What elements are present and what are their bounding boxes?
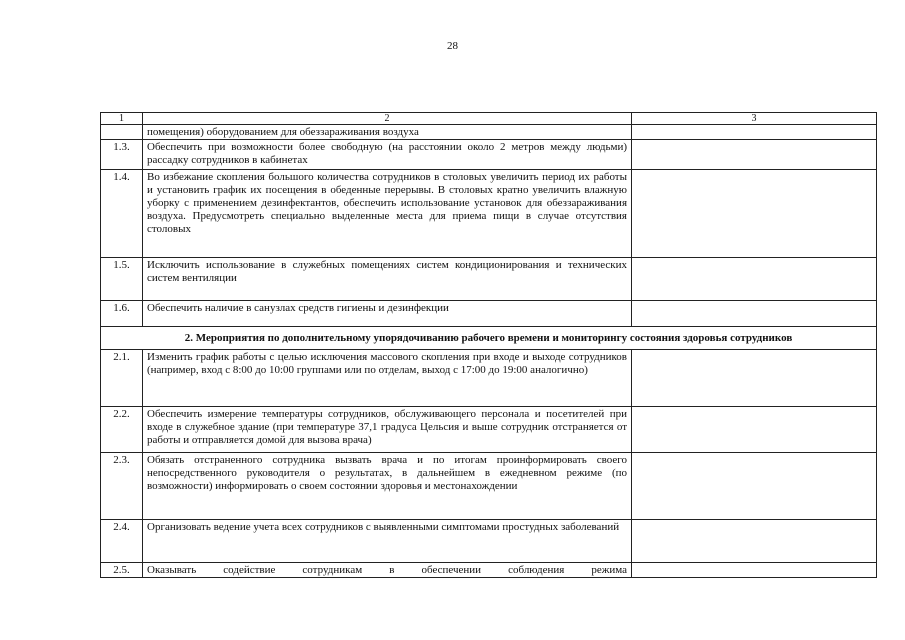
row-col3: [632, 125, 877, 140]
row-number: 2.1.: [101, 350, 143, 407]
row-text: Обеспечить измерение температуры сотрудников, обслуживающего персонала и посетителей при входе в служебное здание (при температуре 37,1 градуса Цельсия и выше сотрудник отстраняется от работы и отправляется домой для вызова врача): [143, 407, 632, 453]
row-col3: [632, 258, 877, 301]
table-header-row: [101, 113, 877, 125]
row-number: 2.5.: [101, 563, 143, 578]
row-text: помещения) оборудованием для обеззараживания воздуха: [143, 125, 632, 140]
row-text: Во избежание скопления большого количества сотрудников в столовых увеличить период их работы и установить график их посещения в обеденные перерывы. В столовых кратно увеличить влажную уборку с применением дезинфектантов, обеспечить использование установок для обеззараживания воздуха. Предусмотреть специально выделенные места для приема пищи в случае отсутствия столовых: [143, 170, 632, 258]
row-number: 1.4.: [101, 170, 143, 258]
section-heading-row: [101, 327, 877, 350]
table-row: [101, 563, 877, 578]
row-col3: [632, 140, 877, 170]
row-number: 2.4.: [101, 520, 143, 563]
measures-table: [100, 112, 877, 578]
table-row: [101, 125, 877, 140]
row-text: Оказывать содействие сотрудникам в обеспечении соблюдения режима: [143, 563, 632, 578]
header-col-1: 1: [101, 113, 143, 125]
table-row: [101, 258, 877, 301]
table-row: [101, 520, 877, 563]
row-text: Исключить использование в служебных помещениях систем кондиционирования и технических систем вентиляции: [143, 258, 632, 301]
table-row: [101, 407, 877, 453]
row-col3: [632, 301, 877, 327]
row-col3: [632, 520, 877, 563]
header-col-3: 3: [632, 113, 877, 125]
row-text: Обязать отстраненного сотрудника вызвать врача и по итогам проинформировать своего непосредственного руководителя о результатах, в дальнейшем в ежедневном режиме (по возможности) информировать о своем состоянии здоровья и местонахождении: [143, 453, 632, 520]
table-row: [101, 453, 877, 520]
row-number: 1.5.: [101, 258, 143, 301]
table-row: [101, 170, 877, 258]
table-row: [101, 350, 877, 407]
row-col3: [632, 170, 877, 258]
row-col3: [632, 453, 877, 520]
row-text: Организовать ведение учета всех сотрудников с выявленными симптомами простудных заболеваний: [143, 520, 632, 563]
row-number: 2.3.: [101, 453, 143, 520]
row-text: Изменить график работы с целью исключения массового скопления при входе и выходе сотрудников (например, вход с 8:00 до 10:00 группами или по отделам, выход с 17:00 до 19:00 аналогично): [143, 350, 632, 407]
row-number: 1.3.: [101, 140, 143, 170]
row-col3: [632, 563, 877, 578]
row-text: Обеспечить при возможности более свободную (на расстоянии около 2 метров между людьми) рассадку сотрудников в кабинетах: [143, 140, 632, 170]
section-heading: 2. Мероприятия по дополнительному упорядочиванию рабочего времени и мониторингу состояния здоровья сотрудников: [101, 327, 877, 350]
table-row: [101, 301, 877, 327]
row-text: Обеспечить наличие в санузлах средств гигиены и дезинфекции: [143, 301, 632, 327]
table-row: [101, 140, 877, 170]
header-col-2: 2: [143, 113, 632, 125]
page-number: 28: [447, 40, 458, 52]
row-number: [101, 125, 143, 140]
row-number: 1.6.: [101, 301, 143, 327]
row-number: 2.2.: [101, 407, 143, 453]
row-col3: [632, 407, 877, 453]
row-col3: [632, 350, 877, 407]
